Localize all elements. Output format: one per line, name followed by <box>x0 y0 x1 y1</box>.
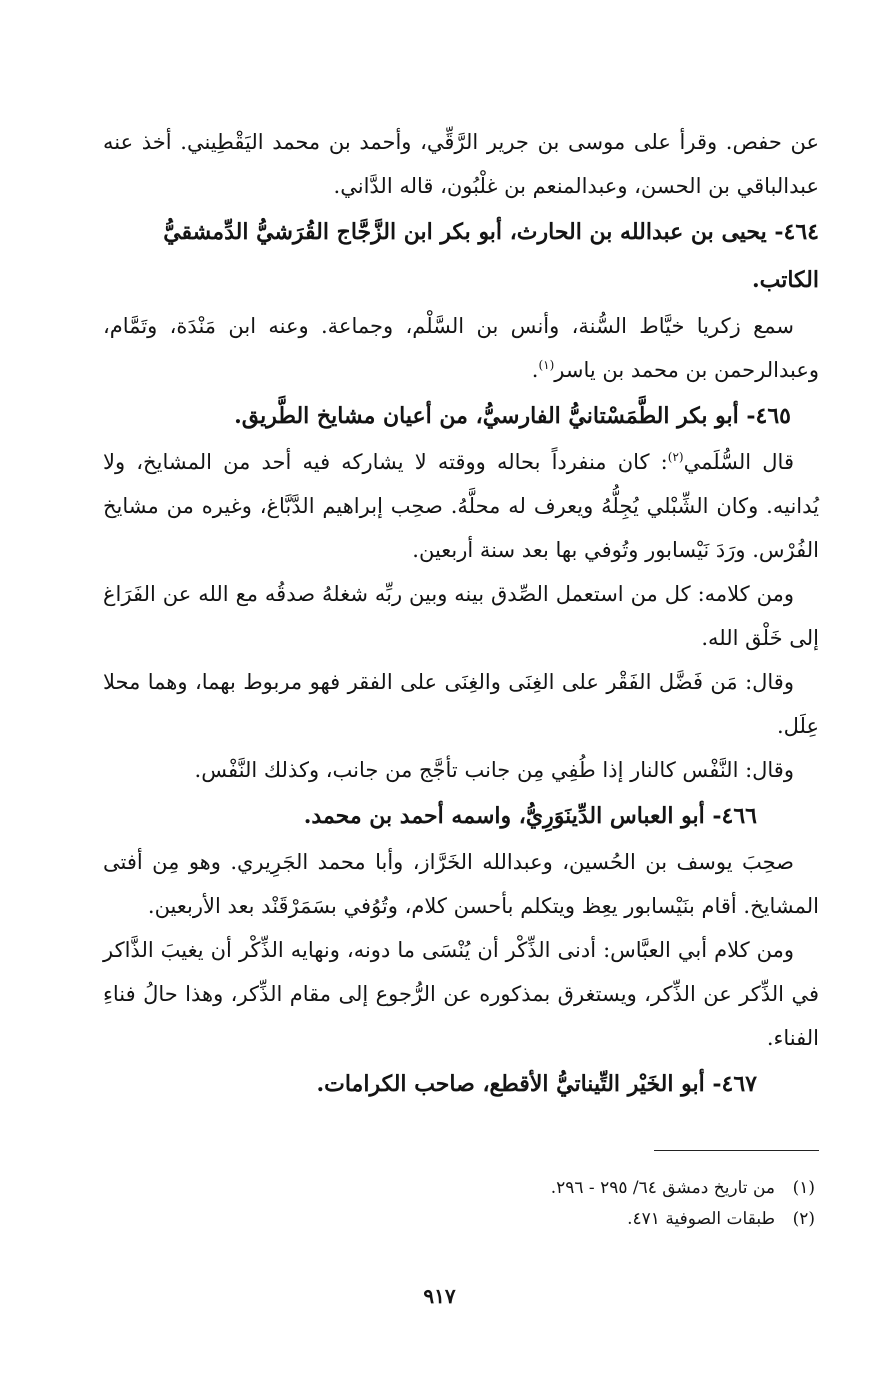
entry-heading-464: ٤٦٤- يحيى بن عبدالله بن الحارث، أبو بكر ابن الزَّجَّاج القُرَشيُّ الدِّمشقيُّ الكاتب. <box>163 219 819 293</box>
entry-heading-467: ٤٦٧- أبو الخَيْر التِّيناتيُّ الأقطع، صاحب الكرامات. <box>316 1071 757 1097</box>
footnote-number: (٢) <box>792 1209 815 1229</box>
paragraph-end: . <box>531 358 539 382</box>
entry-heading-466: ٤٦٦- أبو العباس الدِّينَوَرِيُّ، واسمه أحمد بن محمد. <box>303 803 757 829</box>
paragraph-465-saying-2: وقال: مَن فَضَّل الفَقْر على الغِنَى والغِنَى على الفقر فهو مربوط بهما، وهما محلا عِلَل. <box>103 670 819 738</box>
paragraph-continuation: عن حفص. وقرأ على موسى بن جرير الرَّقِّي، وأحمد بن محمد اليَقْطِيني. أخذ عنه عبدالباقي بن الحسن، وعبدالمنعم بن غلْبُون، قاله الدَّاني. <box>103 130 819 198</box>
paragraph-text: : كان منفرداً بحاله ووقته لا يشاركه فيه أحد من المشايخ، ولا يُدانيه. وكان الشِّبْلي يُجِلُّهُ ويعرف له محلَّهُ. صحِب إبراهيم الدَّبَّاغ، وغيره من مشايخ الفُرْس. ورَدَ نَيْسابور وتُوفي بها بعد سنة أربعين. <box>103 450 819 562</box>
paragraph-465-sulami <box>103 440 819 572</box>
footnote-1 <box>103 1173 819 1204</box>
footnote-number: (١) <box>792 1178 815 1198</box>
footnote-separator <box>654 1150 819 1151</box>
paragraph-text: سمع زكريا خيَّاط السُّنة، وأنس بن السَّلْم، وجماعة. وعنه ابن مَنْدَة، وتَمَّام، وعبدالرحمن بن محمد بن ياسر <box>103 314 819 382</box>
paragraph-466-saying: ومن كلام أبي العبَّاس: أدنى الذِّكْر أن يُنْسَى ما دونه، ونهايه الذِّكْر أن يغيبَ الذَّاكر في الذِّكر عن الذِّكر، ويستغرق بمذكوره عن الرُّجوع إلى مقام الذِّكر، وهذا حالُ فناءِ الفناء. <box>103 938 819 1050</box>
paragraph-start: قال السُّلَمي <box>683 450 794 474</box>
entry-heading-465: ٤٦٥- أبو بكر الطَّمَسْتانيُّ الفارسيُّ، من أعيان مشايخ الطَّريق. <box>234 403 791 429</box>
paragraph-464 <box>103 304 819 392</box>
footnotes <box>103 1150 819 1235</box>
paragraph-465-saying-3: وقال: النَّفْس كالنار إذا طُفِي مِن جانب تأجَّج من جانب، وكذلك النَّفْس. <box>194 758 794 782</box>
paragraph-465-saying-1: ومن كلامه: كل من استعمل الصِّدق بينه وبين ربِّه شغلهُ صدقُه مع الله عن الفَرَاغ إلى خَلْق الله. <box>103 582 819 650</box>
paragraph-466-bio: صحِبَ يوسف بن الحُسين، وعبدالله الخَرَّاز، وأبا محمد الجَرِيري. وهو مِن أفتى المشايخ. أقام بنَيْسابور يعِظ ويتكلم بأحسن كلام، وتُوُفي بسَمَرْقَنْد بعد الأربعين. <box>103 850 819 918</box>
footnote-2 <box>103 1204 819 1235</box>
page-number: ٩١٧ <box>423 1284 456 1308</box>
page-body <box>103 120 819 1108</box>
footnote-text: طبقات الصوفية ٤٧١. <box>627 1209 775 1229</box>
footnote-ref-2[interactable]: (٢) <box>667 450 684 464</box>
footnote-text: من تاريخ دمشق ٦٤/ ٢٩٥ - ٢٩٦. <box>550 1178 775 1198</box>
footnote-ref-1[interactable]: (١) <box>538 358 555 372</box>
